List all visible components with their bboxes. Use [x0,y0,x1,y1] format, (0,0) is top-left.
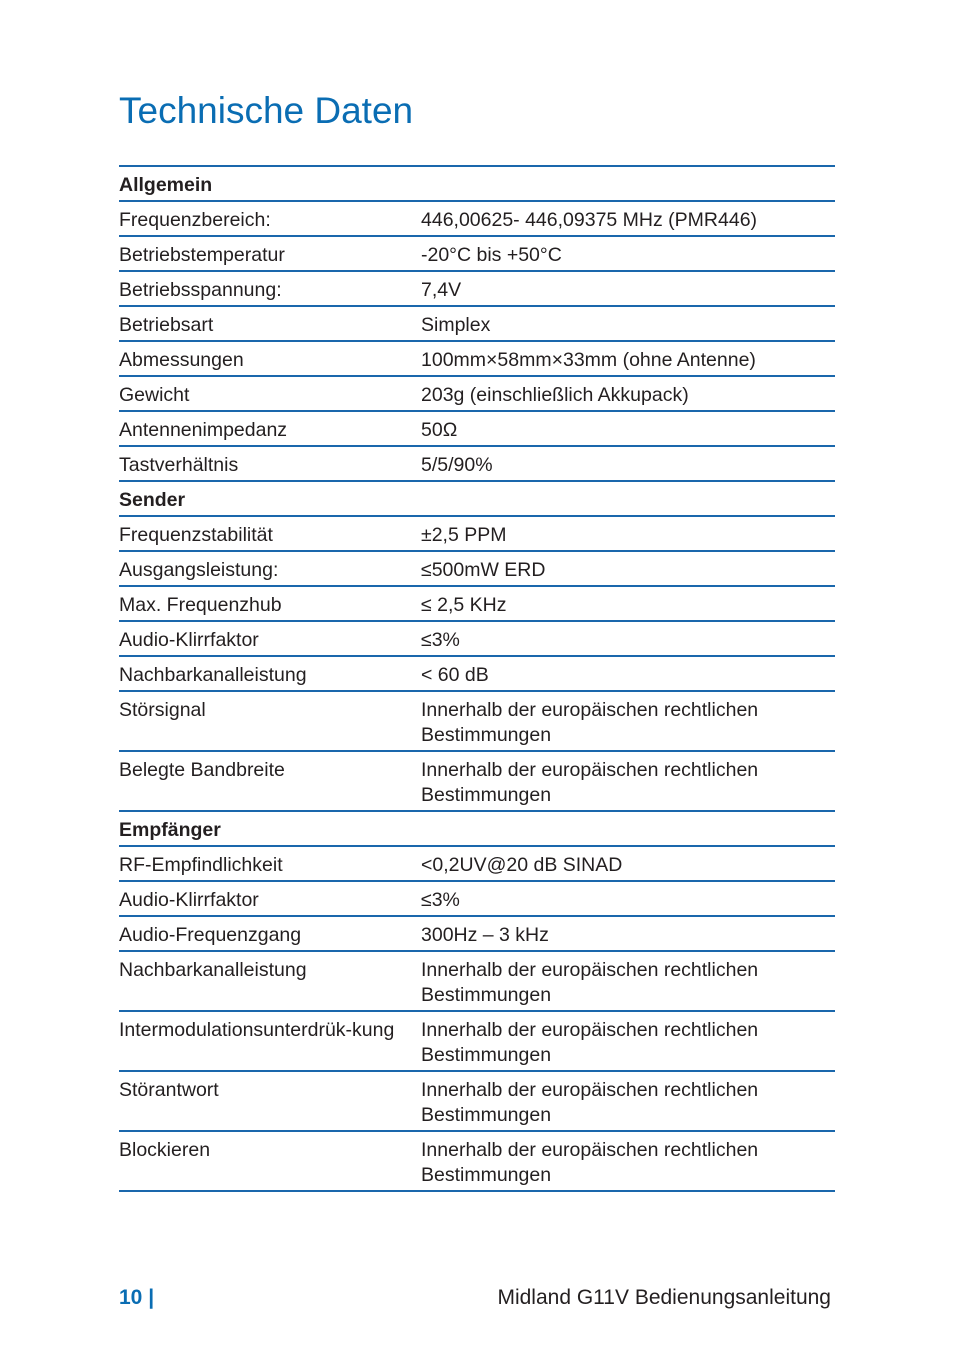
spec-value: -20°C bis +50°C [421,236,835,271]
table-row [119,916,835,951]
table-row [119,306,835,341]
spec-value: Innerhalb der europäischen rechtlichen Bestimmungen [421,1011,835,1071]
spec-value: 7,4V [421,271,835,306]
spec-label: Audio-Frequenzgang [119,916,421,951]
table-row [119,691,835,751]
spec-label: Intermodulationsunterdrük-kung [119,1011,421,1071]
spec-value: 50Ω [421,411,835,446]
table-row [119,1071,835,1131]
table-row [119,271,835,306]
table-row [119,621,835,656]
spec-value: Innerhalb der europäischen rechtlichen Bestimmungen [421,1071,835,1131]
section-heading-blank [421,481,835,516]
spec-label: Audio-Klirrfaktor [119,881,421,916]
table-row [119,751,835,811]
section-heading: Sender [119,481,421,516]
spec-label: RF-Empfindlichkeit [119,846,421,881]
spec-label: Max. Frequenzhub [119,586,421,621]
section-header-allgemein [119,166,835,201]
table-row [119,846,835,881]
spec-label: Belegte Bandbreite [119,751,421,811]
section-header-sender [119,481,835,516]
spec-label: Blockieren [119,1131,421,1191]
table-row [119,1011,835,1071]
spec-label: Tastverhältnis [119,446,421,481]
spec-label: Störsignal [119,691,421,751]
spec-value: 300Hz – 3 kHz [421,916,835,951]
spec-value: 203g (einschließlich Akkupack) [421,376,835,411]
spec-value: <0,2UV@20 dB SINAD [421,846,835,881]
spec-label: Betriebsspannung: [119,271,421,306]
section-heading: Empfänger [119,811,421,846]
spec-value: 446,00625- 446,09375 MHz (PMR446) [421,201,835,236]
spec-value: Simplex [421,306,835,341]
table-row [119,586,835,621]
spec-label: Nachbarkanalleistung [119,951,421,1011]
spec-value: ≤500mW ERD [421,551,835,586]
table-row [119,656,835,691]
table-row [119,516,835,551]
table-row [119,551,835,586]
spec-value: ≤3% [421,621,835,656]
manual-title: Midland G11V Bedienungsanleitung [497,1286,831,1309]
spec-value: ≤3% [421,881,835,916]
table-row [119,446,835,481]
section-heading: Allgemein [119,166,421,201]
section-heading-blank [421,166,835,201]
spec-label: Audio-Klirrfaktor [119,621,421,656]
spec-value: ≤ 2,5 KHz [421,586,835,621]
table-row [119,951,835,1011]
spec-label: Ausgangsleistung: [119,551,421,586]
spec-value: Innerhalb der europäischen rechtlichen Bestimmungen [421,951,835,1011]
spec-label: Frequenzstabilität [119,516,421,551]
table-row [119,411,835,446]
table-row [119,881,835,916]
page-title: Technische Daten [119,90,414,131]
spec-value: Innerhalb der europäischen rechtlichen Bestimmungen [421,1131,835,1191]
section-header-empfaenger [119,811,835,846]
spec-label: Nachbarkanalleistung [119,656,421,691]
spec-table [119,165,835,1192]
spec-value: Innerhalb der europäischen rechtlichen Bestimmungen [421,691,835,751]
table-row [119,236,835,271]
spec-value: Innerhalb der europäischen rechtlichen Bestimmungen [421,751,835,811]
table-row [119,341,835,376]
page-number: 10 | [119,1286,155,1309]
section-heading-blank [421,811,835,846]
spec-label: Abmessungen [119,341,421,376]
spec-value: < 60 dB [421,656,835,691]
page-footer [119,1283,831,1313]
spec-label: Antennenimpedanz [119,411,421,446]
table-row [119,201,835,236]
spec-label: Störantwort [119,1071,421,1131]
spec-label: Gewicht [119,376,421,411]
spec-label: Betriebstemperatur [119,236,421,271]
spec-label: Frequenzbereich: [119,201,421,236]
table-row [119,376,835,411]
spec-value: 100mm×58mm×33mm (ohne Antenne) [421,341,835,376]
table-row [119,1131,835,1191]
spec-value: 5/5/90% [421,446,835,481]
spec-value: ±2,5 PPM [421,516,835,551]
spec-label: Betriebsart [119,306,421,341]
